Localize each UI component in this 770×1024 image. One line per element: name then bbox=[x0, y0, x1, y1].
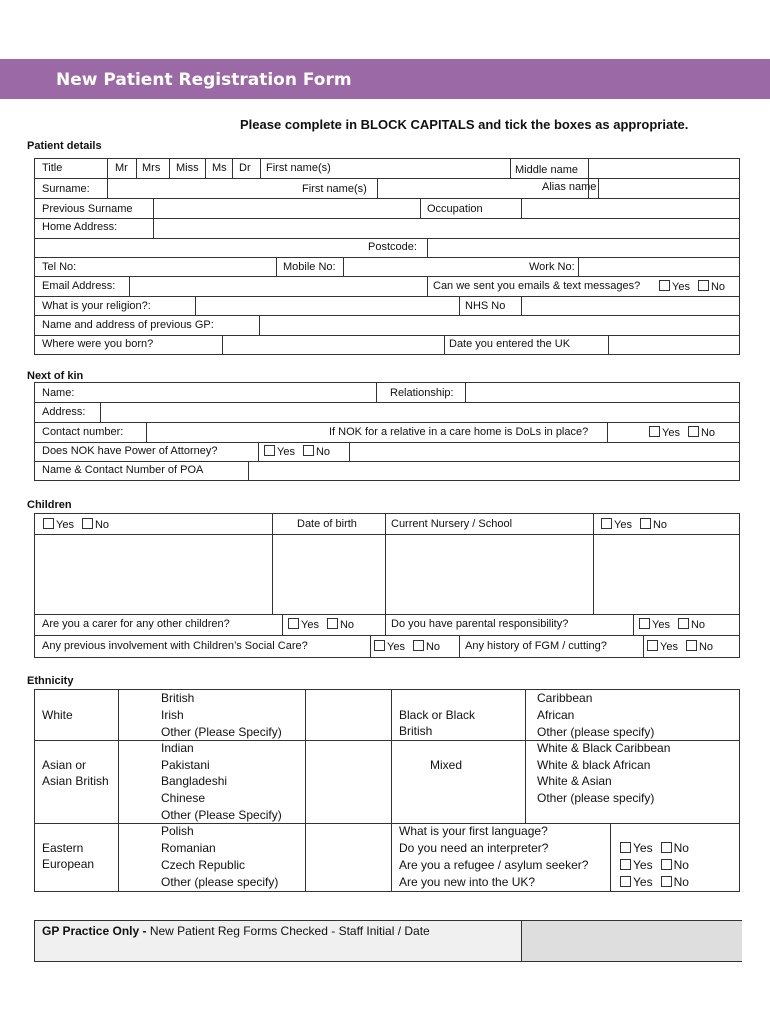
nok-relationship-label: Relationship: bbox=[390, 387, 454, 399]
interpreter-no-checkbox[interactable] bbox=[661, 842, 672, 853]
eastern-option[interactable]: Czech Republic bbox=[161, 858, 246, 872]
eastern-option[interactable]: Polish bbox=[161, 824, 194, 838]
children-table bbox=[34, 513, 740, 658]
black-label-2: British bbox=[399, 724, 433, 738]
carer-label: Are you a carer for any other children? bbox=[42, 618, 230, 630]
carer-no-checkbox[interactable] bbox=[327, 618, 338, 629]
dols-yes-checkbox[interactable] bbox=[649, 426, 660, 437]
eastern-label: Eastern bbox=[42, 841, 84, 855]
surname-label: Surname: bbox=[42, 183, 90, 195]
born-label: Where were you born? bbox=[42, 338, 154, 350]
mixed-label: Mixed bbox=[430, 758, 463, 772]
new-uk-label: Are you new into the UK? bbox=[399, 875, 536, 889]
black-option[interactable]: Caribbean bbox=[537, 691, 593, 705]
white-option[interactable]: Other (Please Specify) bbox=[161, 725, 282, 739]
gp-practice-label: GP Practice Only - New Patient Reg Forms Checked - Staff Initial / Date bbox=[42, 924, 430, 938]
title-mrs[interactable]: Mrs bbox=[142, 162, 161, 174]
alias-label: Alias name bbox=[542, 181, 597, 193]
dols-label: If NOK for a relative in a care home is DoLs in place? bbox=[329, 426, 589, 438]
nok-name-label: Name: bbox=[42, 387, 75, 399]
black-option[interactable]: Other (please specify) bbox=[537, 725, 655, 739]
ethnicity-table bbox=[34, 689, 740, 892]
tel-label: Tel No: bbox=[42, 261, 77, 273]
title-miss[interactable]: Miss bbox=[176, 162, 199, 174]
social-no-checkbox[interactable] bbox=[413, 640, 424, 651]
nhs-label: NHS No bbox=[465, 300, 506, 312]
poa-question-label: Does NOK have Power of Attorney? bbox=[42, 445, 218, 457]
fgm-no-checkbox[interactable] bbox=[686, 640, 697, 651]
poa-options: Yes No bbox=[264, 445, 330, 458]
mixed-option[interactable]: White & Black Caribbean bbox=[537, 741, 671, 755]
children-yes-checkbox[interactable] bbox=[43, 518, 54, 529]
asian-option[interactable]: Chinese bbox=[161, 791, 206, 805]
eastern-option[interactable]: Romanian bbox=[161, 841, 216, 855]
nursery-label: Current Nursery / School bbox=[391, 518, 513, 530]
mixed-option[interactable]: White & black African bbox=[537, 758, 651, 772]
gp-practice-initial-field[interactable] bbox=[521, 921, 742, 961]
nok-address-label: Address: bbox=[42, 406, 86, 418]
language-label: What is your first language? bbox=[399, 824, 548, 838]
mixed-option[interactable]: White & Asian bbox=[537, 774, 612, 788]
instructions: Please complete in BLOCK CAPITALS and tick the boxes as appropriate. bbox=[240, 117, 689, 132]
asian-label-2: Asian British bbox=[42, 774, 109, 788]
section-patient-details: Patient details bbox=[27, 140, 102, 152]
asian-option[interactable]: Pakistani bbox=[161, 758, 210, 772]
prev-surname-label: Previous Surname bbox=[42, 203, 133, 215]
middle-name-label: Middle name bbox=[515, 164, 578, 176]
first-names2-label: First name(s) bbox=[302, 183, 367, 195]
poa-no-checkbox[interactable] bbox=[303, 445, 314, 456]
eastern-option[interactable]: Other (please specify) bbox=[161, 875, 279, 889]
dols-no-checkbox[interactable] bbox=[688, 426, 699, 437]
title-dr[interactable]: Dr bbox=[239, 162, 251, 174]
fgm-options: Yes No bbox=[647, 640, 713, 653]
section-children: Children bbox=[27, 499, 72, 511]
poa-contact-label: Name & Contact Number of POA bbox=[42, 464, 204, 476]
black-label: Black or Black bbox=[399, 708, 476, 722]
new-uk-no-checkbox[interactable] bbox=[661, 876, 672, 887]
social-care-options: Yes No bbox=[374, 640, 440, 653]
social-yes-checkbox[interactable] bbox=[374, 640, 385, 651]
mobile-label: Mobile No: bbox=[283, 261, 336, 273]
white-label: White bbox=[42, 708, 73, 722]
title-label: Title bbox=[42, 162, 63, 174]
email-consent-label: Can we sent you emails & text messages? bbox=[433, 280, 641, 292]
email-no-checkbox[interactable] bbox=[698, 280, 709, 291]
nok-table bbox=[34, 382, 740, 481]
fgm-yes-checkbox[interactable] bbox=[647, 640, 658, 651]
form-title: New Patient Registration Form bbox=[56, 70, 352, 90]
nok-contact-label: Contact number: bbox=[42, 426, 124, 438]
first-names-label: First name(s) bbox=[266, 162, 331, 174]
asian-option[interactable]: Indian bbox=[161, 741, 194, 755]
children-options: Yes No bbox=[43, 518, 109, 531]
interpreter-options: Yes No bbox=[620, 841, 689, 855]
work-label: Work No: bbox=[529, 261, 575, 273]
section-next-of-kin: Next of kin bbox=[27, 370, 84, 382]
dols-options: Yes No bbox=[649, 426, 715, 439]
refugee-label: Are you a refugee / asylum seeker? bbox=[399, 858, 589, 872]
title-ms[interactable]: Ms bbox=[212, 162, 227, 174]
refugee-no-checkbox[interactable] bbox=[661, 859, 672, 870]
asian-label: Asian or bbox=[42, 758, 87, 772]
refugee-yes-checkbox[interactable] bbox=[620, 859, 631, 870]
white-option[interactable]: Irish bbox=[161, 708, 184, 722]
header-band bbox=[0, 59, 770, 99]
email-yes-checkbox[interactable] bbox=[659, 280, 670, 291]
interpreter-yes-checkbox[interactable] bbox=[620, 842, 631, 853]
black-option[interactable]: African bbox=[537, 708, 575, 722]
gp-practice-label-cell bbox=[35, 921, 521, 961]
social-care-label: Any previous involvement with Children’s Social Care? bbox=[42, 640, 308, 652]
section-ethnicity: Ethnicity bbox=[27, 675, 74, 687]
new-uk-options: Yes No bbox=[620, 875, 689, 889]
children-no-checkbox[interactable] bbox=[82, 518, 93, 529]
eastern-label-2: European bbox=[42, 857, 95, 871]
interpreter-label: Do you need an interpreter? bbox=[399, 841, 549, 855]
asian-option[interactable]: Other (Please Specify) bbox=[161, 808, 282, 822]
nursery-yes-checkbox[interactable] bbox=[601, 518, 612, 529]
asian-option[interactable]: Bangladeshi bbox=[161, 774, 228, 788]
carer-yes-checkbox[interactable] bbox=[288, 618, 299, 629]
fgm-label: Any history of FGM / cutting? bbox=[465, 640, 607, 652]
refugee-options: Yes No bbox=[620, 858, 689, 872]
title-mr[interactable]: Mr bbox=[115, 162, 128, 174]
home-address-label: Home Address: bbox=[42, 221, 118, 233]
email-consent-options: Yes No bbox=[659, 280, 725, 293]
parental-yes-checkbox[interactable] bbox=[639, 618, 650, 629]
gp-practice-box bbox=[34, 920, 742, 962]
parental-no-checkbox[interactable] bbox=[678, 618, 689, 629]
occupation-label: Occupation bbox=[427, 203, 483, 215]
parental-label: Do you have parental responsibility? bbox=[391, 618, 569, 630]
postcode-label: Postcode: bbox=[368, 241, 417, 253]
dob-label: Date of birth bbox=[297, 518, 357, 530]
email-label: Email Address: bbox=[42, 280, 116, 292]
mixed-option[interactable]: Other (please specify) bbox=[537, 791, 655, 805]
patient-details-table bbox=[34, 158, 740, 355]
carer-options: Yes No bbox=[288, 618, 354, 631]
date-uk-label: Date you entered the UK bbox=[449, 338, 571, 350]
prev-gp-label: Name and address of previous GP: bbox=[42, 319, 214, 331]
religion-label: What is your religion?: bbox=[42, 300, 151, 312]
parental-options: Yes No bbox=[639, 618, 705, 631]
nursery-no-checkbox[interactable] bbox=[640, 518, 651, 529]
white-option[interactable]: British bbox=[161, 691, 195, 705]
nursery-options: Yes No bbox=[601, 518, 667, 531]
poa-yes-checkbox[interactable] bbox=[264, 445, 275, 456]
new-uk-yes-checkbox[interactable] bbox=[620, 876, 631, 887]
